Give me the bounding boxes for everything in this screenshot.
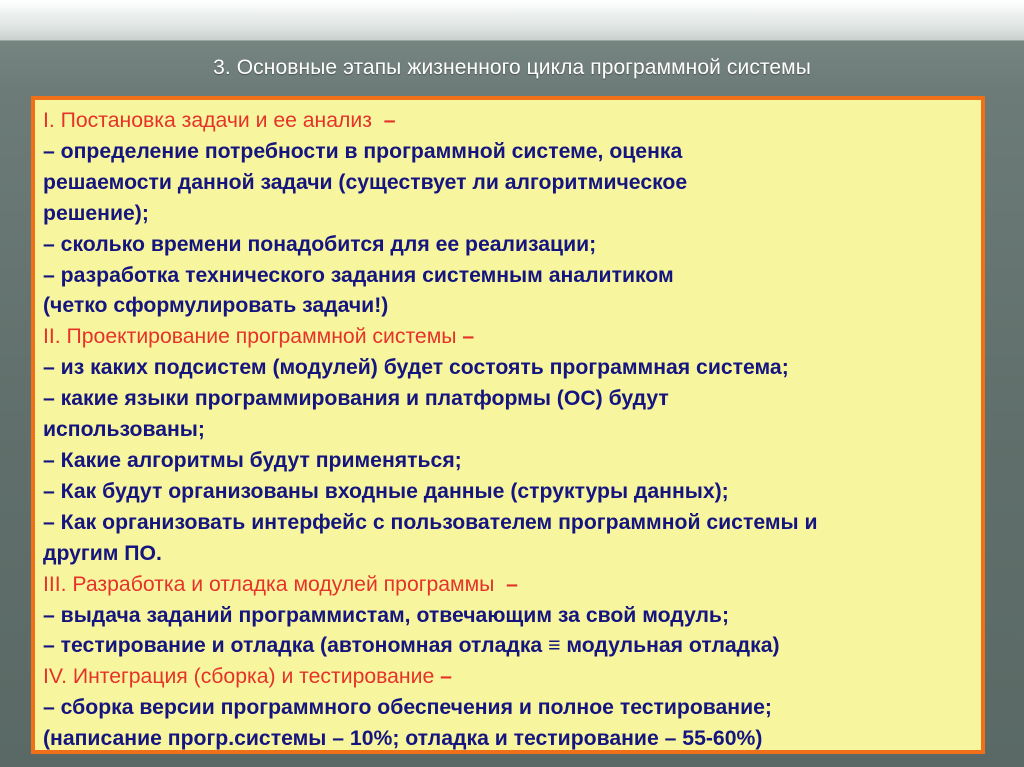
stage-heading-4: IV. Интеграция (сборка) и тестирование –	[43, 665, 452, 689]
list-item: (написание прогр.системы – 10%; отладка и тестирование – 55-60%)	[43, 727, 763, 751]
list-item: – Какие алгоритмы будут применяться;	[43, 448, 462, 472]
content-box	[31, 96, 985, 754]
list-item: другим ПО.	[43, 541, 162, 565]
list-item: – тестирование и отладка (автономная отладка ≡ модульная отладка)	[43, 634, 780, 658]
list-item: – определение потребности в программной системе, оценка	[43, 139, 683, 163]
stage-heading-3: III. Разработка и отладка модулей программы –	[43, 572, 518, 596]
top-header-bar	[0, 0, 1024, 41]
stage-heading-1: I. Постановка задачи и ее анализ –	[43, 109, 396, 132]
list-item: – сборка версии программного обеспечения и полное тестирование;	[43, 696, 772, 720]
list-item: использованы;	[43, 418, 205, 442]
list-item: решаемости данной задачи (существует ли алгоритмическое	[43, 170, 688, 194]
stage-heading-2: II. Проектирование программной системы –	[43, 325, 475, 349]
list-item: – выдача заданий программистам, отвечающим за свой модуль;	[43, 603, 730, 627]
list-item: (четко сформулировать задачи!)	[43, 294, 389, 318]
list-item: – сколько времени понадобится для ее реализации;	[43, 232, 597, 256]
list-item: – разработка технического задания системным аналитиком	[43, 263, 674, 287]
slide-title: 3. Основные этапы жизненного цикла программной системы	[213, 56, 811, 79]
list-item: – какие языки программирования и платформы (ОС) будут	[43, 387, 669, 411]
list-item: – Как организовать интерфейс с пользователем программной системы и	[43, 510, 818, 534]
list-item: решение);	[43, 201, 149, 225]
list-item: – Как будут организованы входные данные (структуры данных);	[43, 479, 729, 503]
list-item: – из каких подсистем (модулей) будет состоять программная система;	[43, 356, 789, 380]
